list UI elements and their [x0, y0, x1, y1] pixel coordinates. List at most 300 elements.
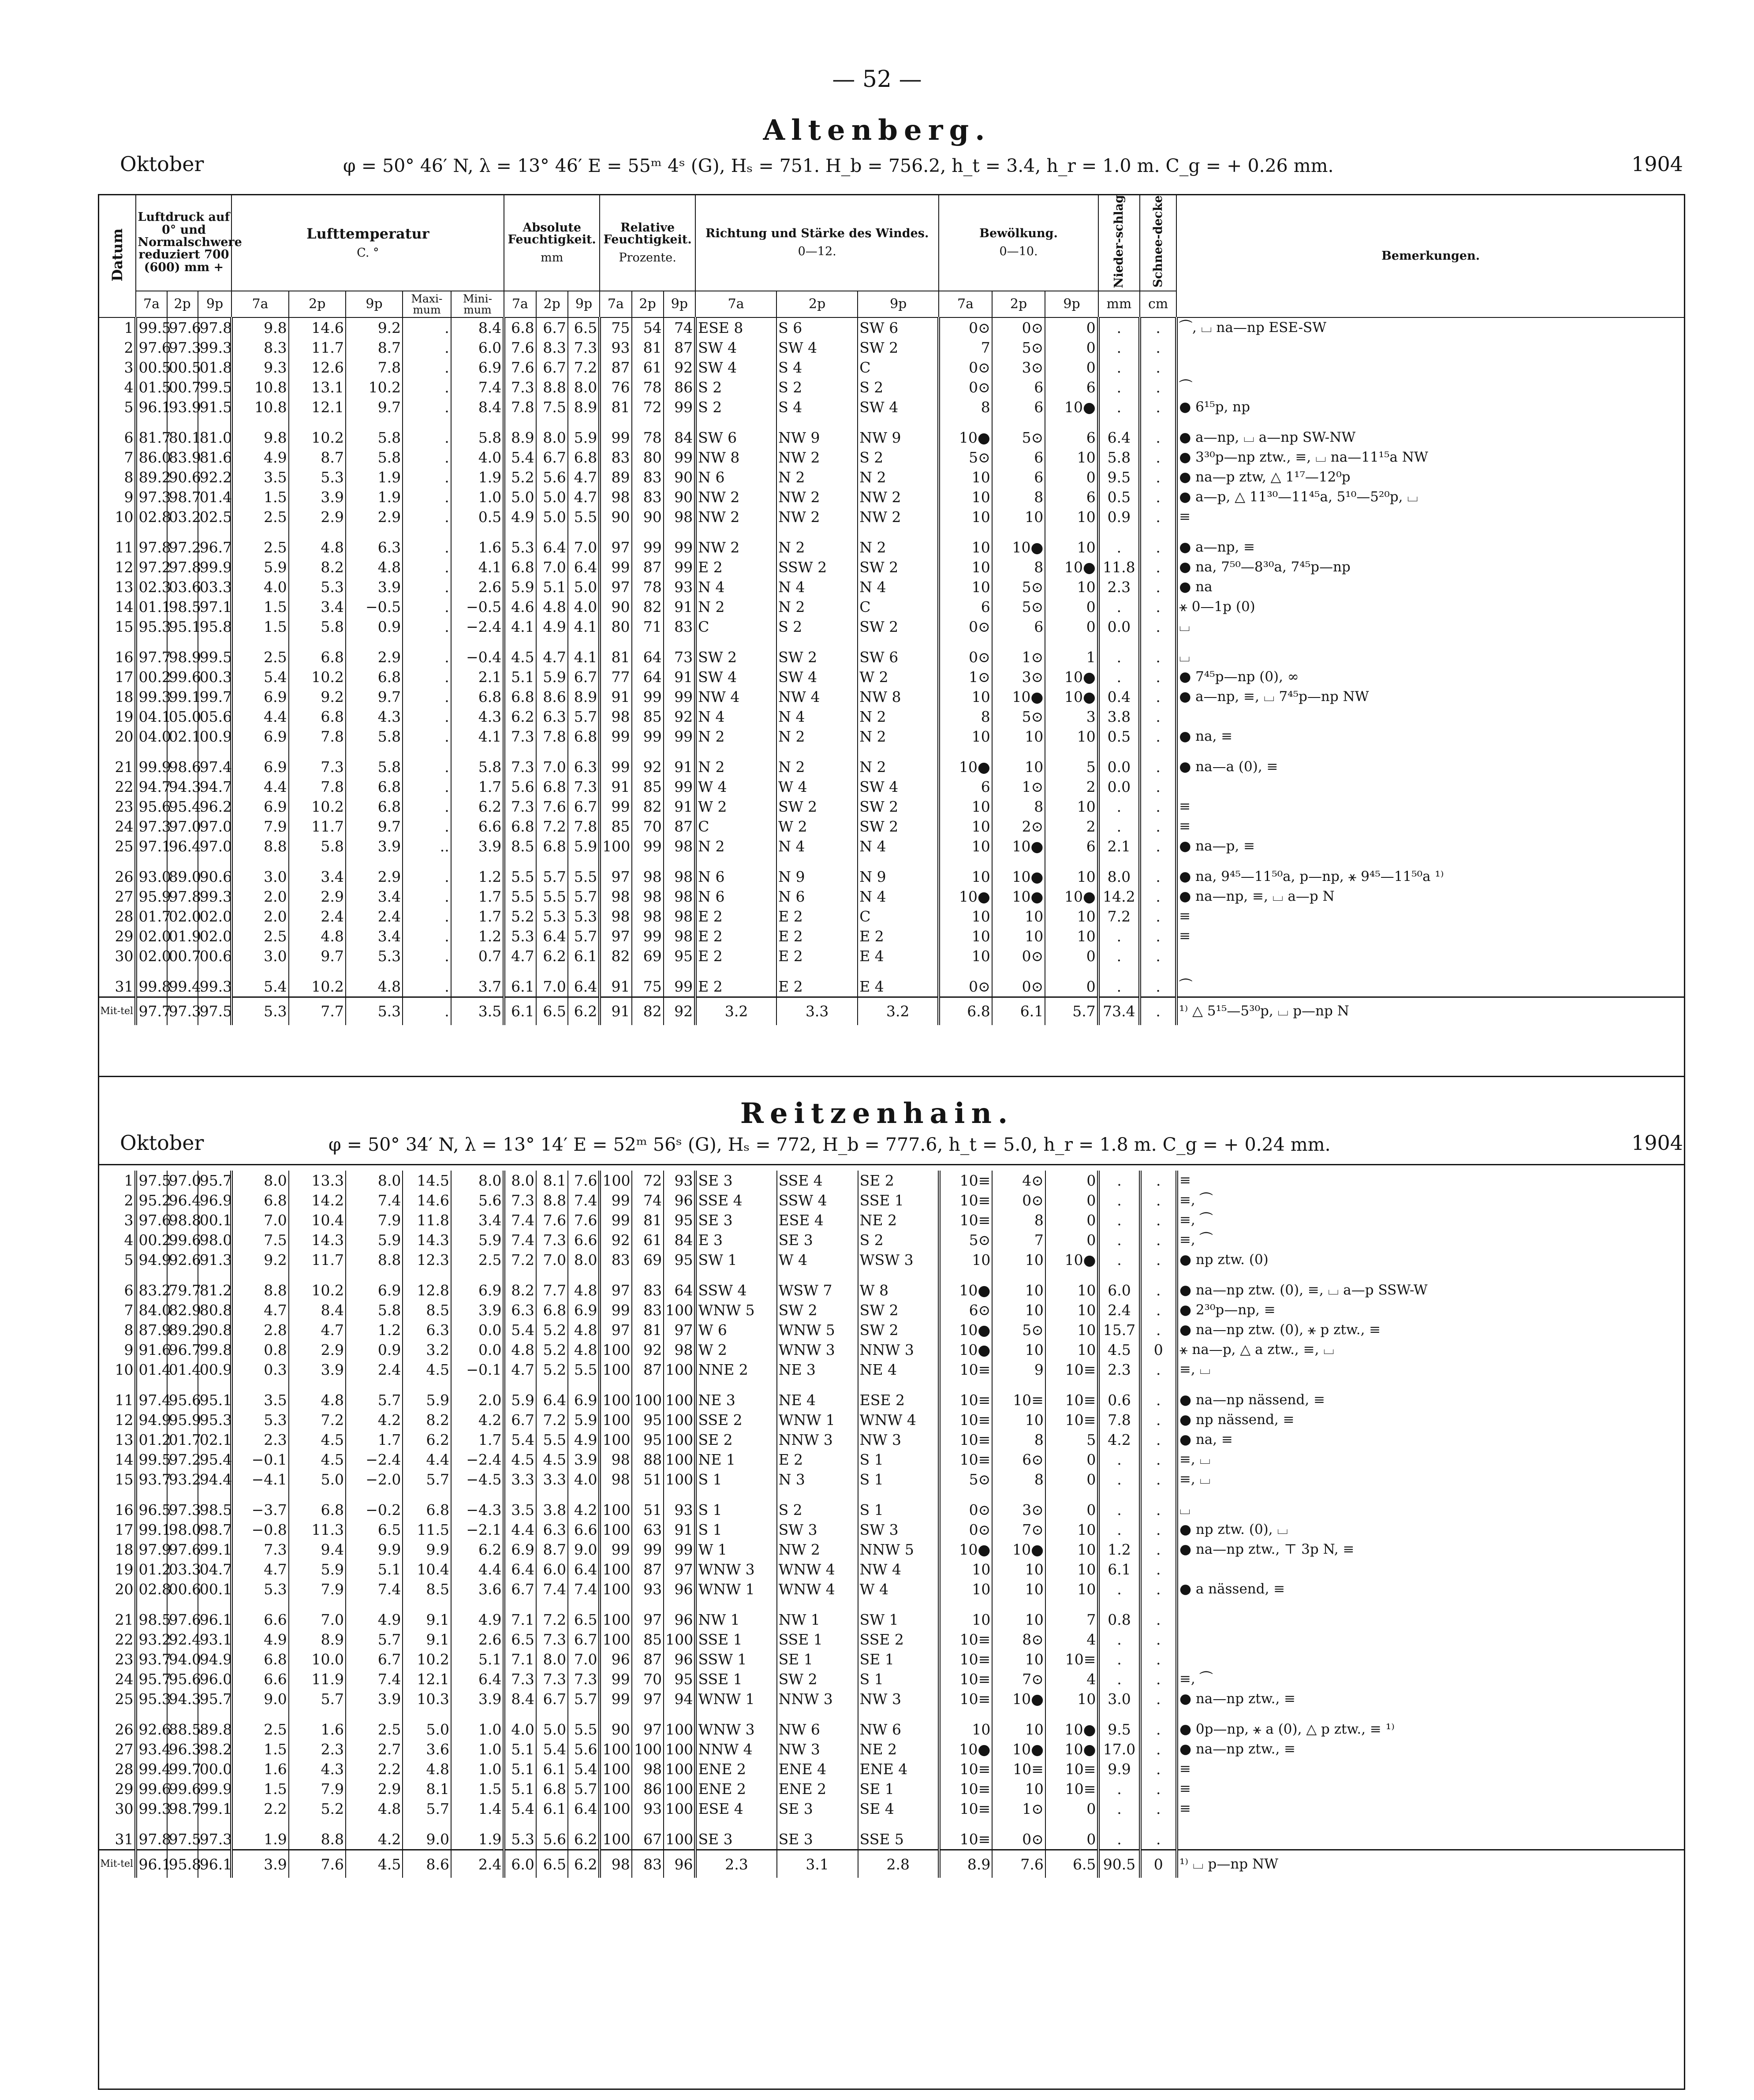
spacer-cell	[403, 1270, 451, 1280]
rel-feuchte-9p-cell: 100	[664, 1390, 695, 1410]
temp-9p-cell: 9.2	[346, 317, 403, 338]
wind-9p-cell: SE 4	[858, 1799, 939, 1819]
wind-7a-cell: C	[695, 817, 776, 836]
datum-cell: 6	[98, 428, 136, 448]
spacer-cell	[1177, 1599, 1685, 1610]
temp-min-cell: 4.3	[451, 707, 504, 727]
spacer-cell	[664, 856, 695, 867]
spacer-cell	[98, 527, 136, 537]
temp-2p-cell: 5.7	[289, 1689, 346, 1709]
bewoelkung-2p-cell: 1⊙	[992, 647, 1045, 667]
wind-9p-cell: SW 3	[858, 1520, 939, 1540]
wind-2p-cell: E 2	[776, 977, 858, 997]
temp-9p-cell: 4.3	[346, 707, 403, 727]
spacer-cell	[231, 1599, 288, 1610]
abs-feuchte-9p-cell: 9.0	[568, 1540, 600, 1559]
spacer-cell	[504, 637, 536, 647]
temp-9p-cell: 5.3	[346, 946, 403, 966]
temp-7a-cell: 5.3	[231, 1410, 288, 1430]
abs-feuchte-9p-cell: 4.0	[568, 597, 600, 617]
luftdruck-9p-cell: 95.7	[198, 1689, 232, 1709]
temp-2p-cell: 11.7	[289, 817, 346, 836]
temp-min-cell: 2.5	[451, 1250, 504, 1270]
niederschlag-cell: .	[1098, 377, 1140, 397]
wind-9p-cell: E 4	[858, 946, 939, 966]
bewoelkung-2p-cell: 6	[992, 377, 1045, 397]
bewoelkung-7a-cell: 0⊙	[939, 377, 992, 397]
wind-7a-cell: SSE 1	[695, 1669, 776, 1689]
niederschlag-cell: 7.8	[1098, 1410, 1140, 1430]
bewoelkung-9p-cell: 6	[1045, 377, 1098, 397]
spacer-cell	[776, 856, 858, 867]
rel-feuchte-9p-cell: 100	[664, 1759, 695, 1779]
temp-max-cell: 6.2	[403, 1430, 451, 1450]
rel-feuchte-2p-cell: 98	[632, 1759, 664, 1779]
rel-feuchte-2p-cell: 64	[632, 667, 664, 687]
rel-feuchte-7a-cell: 90	[600, 507, 631, 527]
bemerkung-cell	[1177, 1610, 1685, 1630]
spacer-cell	[504, 1709, 536, 1720]
schneedecke-cell: .	[1140, 647, 1176, 667]
temp-max-cell: 5.9	[403, 1390, 451, 1410]
abs-feuchte-2p-cell: 7.3	[536, 1630, 568, 1649]
temp-2p-cell: 4.8	[289, 1390, 346, 1410]
abs-feuchte-7a-cell: 4.9	[504, 507, 536, 527]
bewoelkung-9p-cell: 0	[1045, 1829, 1099, 1850]
rel-feuchte-9p-cell: 99	[664, 397, 695, 417]
niederschlag-cell: .	[1098, 817, 1140, 836]
bemerkung-cell: ⏜	[1176, 977, 1685, 997]
wind-2p-cell: NE 3	[777, 1360, 858, 1380]
bemerkung-cell: ● na—a (0), ≡	[1176, 757, 1685, 777]
temp-min-cell: 6.6	[451, 817, 504, 836]
temp-7a-cell: 10.8	[231, 377, 288, 397]
row-group-spacer	[98, 1709, 1685, 1720]
bewoelkung-2p-cell: 0⊙	[992, 1190, 1045, 1210]
wind-2p-cell: NW 2	[776, 448, 858, 467]
luftdruck-9p-cell: 99.3	[198, 887, 232, 906]
wind-7a-cell: N 6	[695, 887, 776, 906]
spacer-cell	[664, 746, 695, 757]
bewoelkung-2p-cell: 10	[992, 906, 1045, 926]
rel-feuchte-7a-cell: 81	[600, 647, 631, 667]
spacer-cell	[939, 1380, 993, 1390]
wind-2p-cell: SSE 1	[777, 1630, 858, 1649]
spacer-cell	[1140, 1819, 1177, 1829]
bewoelkung-9p-cell: 0	[1045, 358, 1098, 377]
niederschlag-cell: .	[1098, 1230, 1140, 1250]
col-bewoelkung: Bewölkung. 0—10.	[939, 194, 1098, 291]
spacer-cell	[992, 1709, 1045, 1720]
temp-max-cell: .	[403, 597, 451, 617]
temp-max-cell: .	[403, 977, 451, 997]
wind-2p-cell: W 2	[776, 817, 858, 836]
bewoelkung-7a-cell: 10≡	[939, 1450, 993, 1470]
table-row	[98, 487, 1685, 507]
temp-7a-cell: 1.5	[231, 1739, 288, 1759]
wind-7a-cell: SE 3	[695, 1171, 776, 1190]
bewoelkung-7a-cell: 10≡	[939, 1689, 993, 1709]
bemerkung-cell: ● na—np nässend, ≡	[1177, 1390, 1685, 1410]
spacer-cell	[568, 417, 600, 428]
wind-9p-cell: C	[858, 358, 939, 377]
rel-feuchte-7a-cell: 85	[600, 817, 631, 836]
datum-cell: 15	[98, 1470, 136, 1489]
temp-9p-cell: 5.7	[346, 1390, 403, 1410]
bewoelkung-9p-cell: 10	[1045, 1300, 1099, 1320]
abs-feuchte-9p-cell: 7.6	[568, 1171, 600, 1190]
bewoelkung-9p-cell: 10	[1045, 1280, 1099, 1300]
rel-feuchte-7a-cell: 98	[600, 1850, 631, 1878]
wind-7a-cell: NW 2	[695, 487, 776, 507]
bewoelkung-9p-cell: 4	[1045, 1669, 1099, 1689]
temp-max-cell: 10.4	[403, 1559, 451, 1579]
table-row	[98, 1450, 1685, 1470]
datum-cell: 6	[98, 1280, 136, 1300]
luftdruck-2p-cell: 99.6	[167, 667, 198, 687]
abs-feuchte-7a-cell: 5.6	[504, 777, 536, 797]
luftdruck-9p-cell: 02.5	[198, 507, 232, 527]
spacer-cell	[403, 527, 451, 537]
datum-cell: 30	[98, 1799, 136, 1819]
abs-feuchte-9p-cell: 5.5	[568, 1720, 600, 1739]
bewoelkung-7a-cell: 10≡	[939, 1759, 993, 1779]
rel-feuchte-7a-cell: 87	[600, 358, 631, 377]
niederschlag-cell: 6.4	[1098, 428, 1140, 448]
luftdruck-7a-cell: 02.8	[136, 507, 167, 527]
temp-min-cell: 3.9	[451, 836, 504, 856]
row-group-spacer	[98, 746, 1685, 757]
schneedecke-cell: .	[1140, 707, 1176, 727]
abs-feuchte-9p-cell: 6.3	[568, 757, 600, 777]
rel-feuchte-7a-cell: 100	[600, 836, 631, 856]
luftdruck-9p-cell: 96.7	[198, 537, 232, 557]
rel-feuchte-7a-cell: 97	[600, 926, 631, 946]
spacer-cell	[167, 637, 198, 647]
spacer-cell	[568, 637, 600, 647]
niederschlag-cell: 73.4	[1098, 997, 1140, 1025]
temp-min-cell: 6.4	[451, 1669, 504, 1689]
row-group-spacer	[98, 1489, 1685, 1500]
spacer-cell	[992, 637, 1045, 647]
rel-feuchte-2p-cell: 70	[632, 1669, 664, 1689]
wind-7a-cell: ESE 4	[695, 1799, 776, 1819]
bewoelkung-7a-cell: 0⊙	[939, 317, 992, 338]
luftdruck-9p-cell: 99.1	[198, 1799, 232, 1819]
rel-feuchte-2p-cell: 97	[632, 1720, 664, 1739]
abs-feuchte-9p-cell: 5.5	[568, 867, 600, 887]
abs-feuchte-7a-cell: 6.7	[504, 1410, 536, 1430]
bemerkung-cell: ● na—p, ≡	[1176, 836, 1685, 856]
rel-feuchte-7a-cell: 100	[600, 1630, 631, 1649]
niederschlag-cell: 15.7	[1098, 1320, 1140, 1340]
temp-7a-cell: 8.8	[231, 1280, 288, 1300]
wind-2p-cell: WNW 5	[777, 1320, 858, 1340]
datum-cell: 13	[98, 1430, 136, 1450]
bewoelkung-2p-cell: 10	[992, 1300, 1045, 1320]
rel-feuchte-2p-cell: 54	[632, 317, 664, 338]
temp-min-cell: 2.4	[451, 1850, 504, 1878]
abs-feuchte-9p-cell: 7.3	[568, 1669, 600, 1689]
luftdruck-9p-cell: 95.8	[198, 617, 232, 637]
spacer-cell	[231, 417, 288, 428]
rel-feuchte-7a-cell: 99	[600, 1210, 631, 1230]
spacer-cell	[600, 527, 631, 537]
temp-min-cell: 1.0	[451, 487, 504, 507]
bewoelkung-2p-cell: 10●	[992, 887, 1045, 906]
bemerkung-cell: ● na, ≡	[1176, 727, 1685, 746]
abs-feuchte-9p-cell: 8.0	[568, 377, 600, 397]
table-row	[98, 1410, 1685, 1430]
luftdruck-7a-cell: 97.8	[136, 537, 167, 557]
rel-feuchte-9p-cell: 100	[664, 1360, 695, 1380]
wind-7a-cell: ESE 8	[695, 317, 776, 338]
bewoelkung-9p-cell: 6	[1045, 487, 1098, 507]
luftdruck-7a-cell: 02.8	[136, 1579, 167, 1599]
temp-7a-cell: 6.9	[231, 757, 288, 777]
temp-2p-cell: 4.8	[289, 926, 346, 946]
abs-feuchte-2p-cell: 6.3	[536, 707, 568, 727]
temp-max-cell: 5.0	[403, 1720, 451, 1739]
spacer-cell	[939, 417, 992, 428]
temp-min-cell: −0.1	[451, 1360, 504, 1380]
abs-feuchte-7a-cell: 7.8	[504, 397, 536, 417]
abs-feuchte-2p-cell: 5.2	[536, 1360, 568, 1380]
bewoelkung-7a-cell: 10	[939, 1610, 993, 1630]
rel-feuchte-9p-cell: 91	[664, 1520, 695, 1540]
temp-9p-cell: 4.5	[346, 1850, 403, 1878]
datum-cell: 22	[98, 1630, 136, 1649]
bewoelkung-7a-cell: 10≡	[939, 1779, 993, 1799]
abs-feuchte-2p-cell: 6.4	[536, 537, 568, 557]
abs-feuchte-7a-cell: 6.1	[504, 977, 536, 997]
luftdruck-9p-cell: 03.3	[198, 577, 232, 597]
spacer-cell	[600, 966, 631, 977]
spacer-cell	[98, 746, 136, 757]
luftdruck-2p-cell: 93.2	[167, 1470, 198, 1489]
temp-max-cell: .	[403, 707, 451, 727]
bewoelkung-9p-cell: 10	[1045, 577, 1098, 597]
rel-feuchte-9p-cell: 97	[664, 1320, 695, 1340]
abs-feuchte-2p-cell: 6.8	[536, 1779, 568, 1799]
temp-min-cell: 3.5	[451, 997, 504, 1025]
luftdruck-7a-cell: 01.1	[136, 597, 167, 617]
temp-2p-cell: 8.7	[289, 448, 346, 467]
rel-feuchte-9p-cell: 84	[664, 1230, 695, 1250]
bewoelkung-7a-cell: 0⊙	[939, 977, 992, 997]
rel-feuchte-2p-cell: 82	[632, 797, 664, 817]
niederschlag-cell: .	[1098, 1470, 1140, 1489]
temp-7a-cell: 6.9	[231, 687, 288, 707]
spacer-cell	[695, 637, 776, 647]
spacer-cell	[1045, 1599, 1099, 1610]
abs-feuchte-9p-cell: 6.2	[568, 997, 600, 1025]
wind-9p-cell: SW 6	[858, 647, 939, 667]
bewoelkung-9p-cell: 10●	[1045, 1720, 1099, 1739]
niederschlag-cell: 6.0	[1098, 1280, 1140, 1300]
wind-2p-cell: NW 2	[776, 487, 858, 507]
spacer-cell	[568, 1489, 600, 1500]
luftdruck-9p-cell: 97.5	[198, 997, 232, 1025]
spacer-cell	[1098, 1380, 1140, 1390]
rel-feuchte-2p-cell: 98	[632, 867, 664, 887]
luftdruck-9p-cell: 97.8	[198, 317, 232, 338]
col-lufttemperatur: Lufttemperatur C. °	[231, 194, 504, 291]
spacer-cell	[167, 1819, 198, 1829]
datum-cell: 11	[98, 537, 136, 557]
spacer-cell	[167, 856, 198, 867]
luftdruck-2p-cell: 97.2	[167, 537, 198, 557]
luftdruck-2p-cell: 99.7	[167, 1759, 198, 1779]
abs-feuchte-7a-cell: 5.4	[504, 1320, 536, 1340]
bewoelkung-2p-cell: 8	[992, 1470, 1045, 1489]
luftdruck-7a-cell: 04.1	[136, 707, 167, 727]
temp-max-cell: 9.1	[403, 1630, 451, 1649]
spacer-cell	[1098, 1599, 1140, 1610]
abs-feuchte-2p-cell: 6.7	[536, 358, 568, 377]
temp-9p-cell: 3.9	[346, 836, 403, 856]
abs-feuchte-9p-cell: 7.8	[568, 817, 600, 836]
luftdruck-2p-cell: 97.3	[167, 1500, 198, 1520]
luftdruck-9p-cell: 94.4	[198, 1470, 232, 1489]
spacer-cell	[1177, 1709, 1685, 1720]
niederschlag-cell: 3.0	[1098, 1689, 1140, 1709]
rel-feuchte-9p-cell: 100	[664, 1779, 695, 1799]
wind-9p-cell: SW 2	[858, 1300, 939, 1320]
wind-2p-cell: N 4	[776, 707, 858, 727]
spacer-cell	[695, 856, 776, 867]
spacer-cell	[1045, 1489, 1099, 1500]
temp-2p-cell: 1.6	[289, 1720, 346, 1739]
spacer-cell	[346, 1819, 403, 1829]
temp-9p-cell: 4.2	[346, 1410, 403, 1430]
bewoelkung-7a-cell: 10≡	[939, 1799, 993, 1819]
temp-7a-cell: 9.8	[231, 428, 288, 448]
niederschlag-cell: 0.5	[1098, 487, 1140, 507]
rel-feuchte-7a-cell: 98	[600, 1450, 631, 1470]
luftdruck-7a-cell: 02.3	[136, 577, 167, 597]
wind-9p-cell: 3.2	[858, 997, 939, 1025]
spacer-cell	[403, 1599, 451, 1610]
table-row	[98, 1829, 1685, 1850]
temp-2p-cell: 9.2	[289, 687, 346, 707]
temp-7a-cell: 3.0	[231, 867, 288, 887]
wind-7a-cell: N 2	[695, 757, 776, 777]
temp-min-cell: 1.7	[451, 906, 504, 926]
bewoelkung-2p-cell: 6	[992, 617, 1045, 637]
luftdruck-9p-cell: 99.5	[198, 647, 232, 667]
datum-cell: 12	[98, 1410, 136, 1430]
schneedecke-cell: .	[1140, 448, 1176, 467]
col-abs-feuchte: Absolute Feuchtigkeit. mm	[504, 194, 600, 291]
luftdruck-9p-cell: 90.8	[198, 1320, 232, 1340]
temp-7a-cell: 3.0	[231, 946, 288, 966]
spacer-cell	[1045, 856, 1098, 867]
luftdruck-7a-cell: 99.4	[136, 1759, 167, 1779]
table-row	[98, 1799, 1685, 1819]
temp-max-cell: .	[403, 777, 451, 797]
wind-9p-cell: NE 2	[858, 1210, 939, 1230]
temp-7a-cell: 1.6	[231, 1759, 288, 1779]
spacer-cell	[1098, 417, 1140, 428]
spacer-cell	[858, 966, 939, 977]
col-datum: Datum	[98, 194, 136, 317]
table-row	[98, 687, 1685, 707]
wind-9p-cell: NE 4	[858, 1360, 939, 1380]
luftdruck-9p-cell: 00.6	[198, 946, 232, 966]
luftdruck-2p-cell: 03.2	[167, 507, 198, 527]
luftdruck-2p-cell: 00.5	[167, 358, 198, 377]
bewoelkung-9p-cell: 10	[1045, 1689, 1099, 1709]
wind-7a-cell: NNE 2	[695, 1360, 776, 1380]
luftdruck-2p-cell: 89.0	[167, 867, 198, 887]
bemerkung-cell: ≡	[1177, 1171, 1685, 1190]
luftdruck-9p-cell: 00.1	[198, 1210, 232, 1230]
rel-feuchte-7a-cell: 91	[600, 997, 631, 1025]
rel-feuchte-7a-cell: 99	[600, 1300, 631, 1320]
bewoelkung-9p-cell: 0	[1045, 1500, 1099, 1520]
rel-feuchte-2p-cell: 99	[632, 836, 664, 856]
temp-7a-cell: −0.8	[231, 1520, 288, 1540]
bewoelkung-9p-cell: 0	[1045, 1171, 1099, 1190]
temp-2p-cell: 2.9	[289, 887, 346, 906]
datum-cell: 8	[98, 1320, 136, 1340]
wind-7a-cell: E 2	[695, 946, 776, 966]
spacer-cell	[167, 1489, 198, 1500]
wind-2p-cell: SW 2	[776, 797, 858, 817]
abs-feuchte-2p-cell: 5.9	[536, 667, 568, 687]
temp-2p-cell: 11.7	[289, 338, 346, 358]
spacer-cell	[198, 637, 232, 647]
luftdruck-2p-cell: 92.6	[167, 1250, 198, 1270]
temp-2p-cell: 10.2	[289, 977, 346, 997]
wind-2p-cell: SE 1	[777, 1649, 858, 1669]
bewoelkung-9p-cell: 10●	[1045, 1739, 1099, 1759]
niederschlag-cell: 90.5	[1098, 1850, 1140, 1878]
spacer-cell	[777, 1819, 858, 1829]
table-row	[98, 757, 1685, 777]
wind-7a-cell: SE 3	[695, 1210, 776, 1230]
spacer-cell	[451, 1599, 504, 1610]
luftdruck-9p-cell: 00.0	[198, 1759, 232, 1779]
temp-9p-cell: 2.4	[346, 906, 403, 926]
rel-feuchte-2p-cell: 70	[632, 817, 664, 836]
luftdruck-7a-cell: 97.5	[136, 1171, 167, 1190]
abs-feuchte-7a-cell: 6.7	[504, 1579, 536, 1599]
temp-min-cell: 1.9	[451, 467, 504, 487]
datum-cell: 24	[98, 1669, 136, 1689]
luftdruck-2p-cell: 00.7	[167, 377, 198, 397]
luftdruck-9p-cell: 99.9	[198, 557, 232, 577]
row-group-spacer	[98, 417, 1685, 428]
bemerkung-cell	[1177, 1649, 1685, 1669]
abs-feuchte-7a-cell: 7.6	[504, 358, 536, 377]
bemerkung-cell: ≡	[1176, 906, 1685, 926]
temp-max-cell: 8.5	[403, 1579, 451, 1599]
temp-max-cell: .	[403, 757, 451, 777]
bewoelkung-9p-cell: 10●	[1045, 887, 1098, 906]
temp-max-cell: 12.1	[403, 1669, 451, 1689]
abs-feuchte-9p-cell: 4.2	[568, 1500, 600, 1520]
luftdruck-2p-cell: 98.9	[167, 647, 198, 667]
rel-feuchte-9p-cell: 91	[664, 667, 695, 687]
spacer-cell	[695, 527, 776, 537]
abs-feuchte-2p-cell: 6.4	[536, 1390, 568, 1410]
temp-min-cell: 0.0	[451, 1340, 504, 1360]
wind-2p-cell: SW 2	[777, 1300, 858, 1320]
temp-min-cell: 1.7	[451, 777, 504, 797]
abs-feuchte-9p-cell: 8.9	[568, 687, 600, 707]
